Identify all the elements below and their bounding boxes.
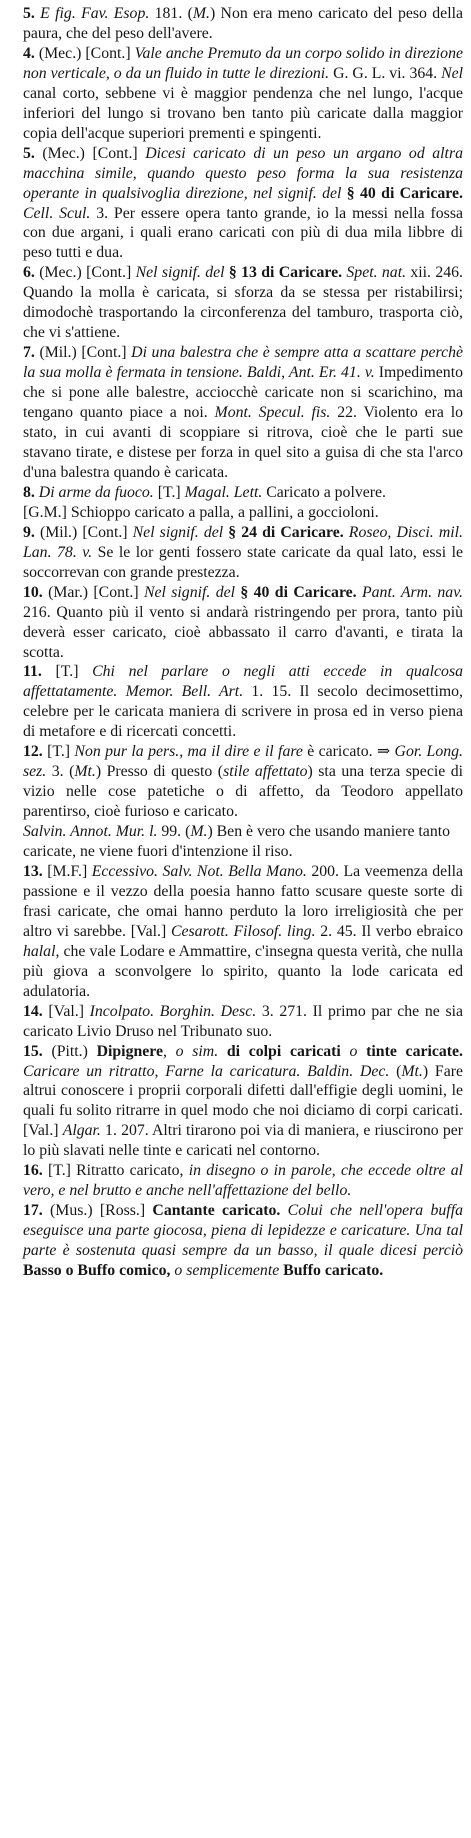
entry-paragraph xyxy=(9,144,463,264)
text-run: ( xyxy=(389,1062,402,1080)
text-run: , che vale Lodare e Ammattire, c'insegna questa verità, che nulla più giova a sconvolgere lo spirito, quanto la lode caricata ed adulatoria. xyxy=(23,942,463,1000)
italic-text: Roseo, Disci. mil. Lan. 78. v. xyxy=(23,523,463,561)
sense-number: 5. xyxy=(23,144,35,162)
bold-term: § 40 di Caricare. xyxy=(235,583,357,601)
text-run: ) sta una terza specie di vizio nelle cose patetiche o di affetto, da Teodoro appellato parentirso, cioè furioso e caricato. xyxy=(23,763,463,821)
sense-number: 6. xyxy=(23,264,35,282)
text-run: 22. Violento era lo stato, in cui avanti di scoppiare si ritrova, cioè che le parti sue stavano tirate, e distese per forza in quel sito a guisa di che sta l'arco d'una balestra quando è caricata. xyxy=(23,404,464,481)
text-run: [T.] Ritratto caricato, xyxy=(42,1162,189,1180)
text-run: 3. 271. Il primo par che ne sia caricato Livio Druso nel Tribunato suo. xyxy=(23,1002,463,1040)
text-run: (Mec.) [Cont.] xyxy=(34,264,136,282)
italic-text: Salvin. Annot. Mur. l. xyxy=(23,823,158,841)
text-run: [T.] xyxy=(42,743,75,761)
italic-text: Cell. Scul. xyxy=(23,204,91,222)
text-run: 99. ( xyxy=(157,823,191,841)
text-run: (Mil.) [Cont.] xyxy=(34,344,132,362)
italic-text: M. xyxy=(192,5,210,22)
italic-text: in disegno o in parole, che eccede oltre al vero, e nel brutto e anche nell'affettazione del bello. xyxy=(23,1162,463,1200)
italic-text: Mt. xyxy=(401,1062,423,1080)
text-run: Impedimento che si pone alle balestre, acciocchè caricate non si scarichino, ma tengano quanto piace a noi. xyxy=(23,364,463,422)
sense-number: 4. xyxy=(23,44,35,62)
entry-paragraph xyxy=(9,1042,463,1162)
italic-text: Di una balestra che è sempre atta a scattare perchè la sua molla è fermata in tensione. Baldi, Ant. Er. 41. v. xyxy=(23,344,463,382)
bold-term: tinte caricate. xyxy=(366,1042,463,1060)
text-run: 1. 15. Il secolo decimosettimo, celebre per le caricata maniera di scrivere in prosa ed in verso piena di metafore e di ricercati concetti. xyxy=(23,683,463,741)
text-run: Caricato a polvere. xyxy=(262,483,386,501)
bold-term: § 40 di Caricare. xyxy=(341,184,463,202)
italic-text: o semplicemente xyxy=(170,1262,280,1280)
italic-text: Eccessivo. Salv. Not. Bella Mano. xyxy=(91,862,307,880)
text-run: (Mil.) [Cont.] xyxy=(34,523,133,541)
text-run: 200. La veemenza della passione e il vezzo della poesia hanno fatto scusare queste sorte di frasi caricate, che omai hanno perduto la loro irreligiosità che per altro vi sarebbe. [Val.] xyxy=(23,862,463,940)
text-run: 216. Quanto più il vento si andarà ristringendo per prora, tanto più deverà esser caricato, cioè abbassato il carro d'avanti, e tirata la scotta. xyxy=(23,603,463,661)
text-run: (Mus.) [Ross.] xyxy=(42,1202,153,1220)
text-run: ) Ben è vero che usando maniere tanto caricate, ne viene fuori d'intenzione il riso. xyxy=(23,823,450,861)
italic-text: Algar. xyxy=(62,1122,101,1140)
italic-text: Nel signif. del xyxy=(132,523,224,541)
italic-text: Chi nel parlare o negli atti eccede in qualcosa affettatamente. Memor. Bell. Art. xyxy=(23,663,463,701)
entry-paragraph xyxy=(9,662,463,742)
entry-paragraph xyxy=(9,343,463,483)
sense-number: 9. xyxy=(23,523,35,541)
italic-text: M. xyxy=(190,823,208,841)
italic-text: Di arme da fuoco. xyxy=(34,483,154,501)
italic-text: stile affettato xyxy=(223,763,308,781)
sense-number: 11. xyxy=(23,663,42,681)
text-run: ) Presso di questo ( xyxy=(95,763,224,781)
sense-number: 10. xyxy=(23,583,43,601)
text-run: (Mar.) [Cont.] xyxy=(42,583,144,601)
entry-paragraph xyxy=(9,583,463,663)
text-run: (Mec.) [Cont.] xyxy=(34,144,146,162)
entry-paragraph xyxy=(9,523,463,583)
italic-text: Pant. Arm. nav. xyxy=(356,583,463,601)
text-run: 3. Per essere opera tanto grande, io la messi nella fossa con due argani, i quali erano caricati con più di dua mila libbre di peso tutti e dua. xyxy=(23,204,463,262)
text-run: [T.] xyxy=(153,483,185,501)
bold-term: § 24 di Caricare. xyxy=(223,523,344,541)
sense-number: 17. xyxy=(23,1202,43,1220)
italic-text: Magal. Lett. xyxy=(184,483,263,501)
sense-number: 14. xyxy=(23,1002,43,1020)
italic-text: Mt. xyxy=(74,763,96,781)
entry-paragraph xyxy=(9,483,463,503)
text-run: [M.F.] xyxy=(42,862,92,880)
text-run: [T.] xyxy=(41,663,93,681)
italic-text: Nel xyxy=(441,64,463,82)
text-run: è caricato. ⇒ xyxy=(302,743,395,761)
italic-text: Caricare un ritratto, Farne la caricatura. Baldin. Dec. xyxy=(23,1062,390,1080)
text-run: 2. 45. Il verbo ebraico xyxy=(315,922,463,940)
entry-paragraph xyxy=(9,44,463,144)
italic-text: Incolpato. Borghin. Desc. xyxy=(89,1002,257,1020)
entry-paragraph xyxy=(9,742,463,822)
italic-text: Dicesi caricato di un peso un argano od altra macchina simile, quando questo peso forma la sua resistenza operante in qualsivoglia direzione, nel signif. del xyxy=(23,144,463,202)
italic-text: Non pur la pers., ma il dire e il fare xyxy=(74,743,303,761)
italic-text: E fig. Fav. Esop. xyxy=(34,5,150,22)
text-run: canal corto, sebbene vi è maggior pendenza che nel lungo, l'acque inferiori del lungo si trovano ben tanto più caricate dalla maggior copia dell'acque superiori prementi e spingenti. xyxy=(23,84,463,142)
italic-text: Nel signif. del xyxy=(143,583,235,601)
entry-paragraph xyxy=(9,263,463,343)
italic-text: , o sim. xyxy=(163,1042,227,1060)
text-run: Se le lor genti fossero state caricate da qual lato, essi le soccorrevan con grande prestezza. xyxy=(23,543,463,581)
text-run: 1. 207. Altri tirarono poi via di maniera, e riuscirono per lo più slavati nelle tinte e caricati nel contorno. xyxy=(23,1122,463,1160)
text-run: xii. 246. Quando la molla è caricata, si sforza da se stessa per ristabilirsi; dimodochè trasportando la circonferenza del tamburo, trasporta ciò, che vi s'attiene. xyxy=(23,264,463,342)
entry-paragraph xyxy=(9,4,463,44)
sense-number: 16. xyxy=(23,1162,43,1180)
italic-text: Spet. nat. xyxy=(342,264,407,282)
entry-paragraph xyxy=(9,862,463,1002)
italic-text: Nel signif. del xyxy=(135,264,225,282)
sense-number: 13. xyxy=(23,862,43,880)
sense-number: 5. xyxy=(23,5,35,22)
sense-number: 7. xyxy=(23,344,35,362)
italic-text: Colui che nell'opera buffa eseguisce una parte giocosa, piena di lepidezze e caricature. Una tal parte è sostenuta quasi sempre da un basso, il quale dicesi perciò xyxy=(23,1202,463,1260)
bold-term: Basso o Buffo comico, xyxy=(23,1262,171,1280)
text-run: ) Fare altrui conoscere i proprii corporali difetti dall'effigie degli uomini, le quali fu solito ritrarre in quel modo che noi diciamo di corpi caricati. [Val.] xyxy=(23,1062,463,1140)
text-run: G. G. L. vi. 364. xyxy=(329,64,442,82)
entry-paragraph xyxy=(9,1201,463,1281)
text-run: (Pitt.) xyxy=(42,1042,97,1060)
text-run: ) Non era meno caricato del peso della paura, che del peso dell'avere. xyxy=(23,5,463,42)
entry-paragraph xyxy=(9,1002,463,1042)
text-run: 181. ( xyxy=(149,5,193,22)
text-run: 3. ( xyxy=(46,763,75,781)
italic-text: o xyxy=(340,1042,367,1060)
italic-text: Mont. Specul. fis. xyxy=(214,404,331,422)
entry-continuation xyxy=(9,503,463,523)
bold-term: Buffo caricato. xyxy=(279,1262,384,1280)
text-run: (Mec.) [Cont.] xyxy=(34,44,135,62)
text-run: [G.M.] Schioppo caricato a palla, a pallini, a goccioloni. xyxy=(23,503,379,521)
text-run: [Val.] xyxy=(42,1002,90,1020)
entry-continuation xyxy=(9,822,463,862)
italic-text: Vale anche Premuto da un corpo solido in direzione non verticale, o da un fluido in tutte le direzioni. xyxy=(23,44,463,82)
bold-term: § 13 di Caricare. xyxy=(224,264,343,282)
entry-paragraph xyxy=(9,1161,463,1201)
sense-number: 12. xyxy=(23,743,43,761)
sense-number: 8. xyxy=(23,483,35,501)
bold-term: Cantante caricato. xyxy=(152,1202,281,1220)
italic-text: Cesarott. Filosof. ling. xyxy=(170,922,316,940)
italic-text: Gor. Long. sez. xyxy=(23,743,463,781)
sense-number: 15. xyxy=(23,1042,43,1060)
italic-text: halal xyxy=(23,942,56,960)
bold-term: Dipignere xyxy=(96,1042,163,1060)
bold-term: di colpi caricati xyxy=(226,1042,341,1060)
